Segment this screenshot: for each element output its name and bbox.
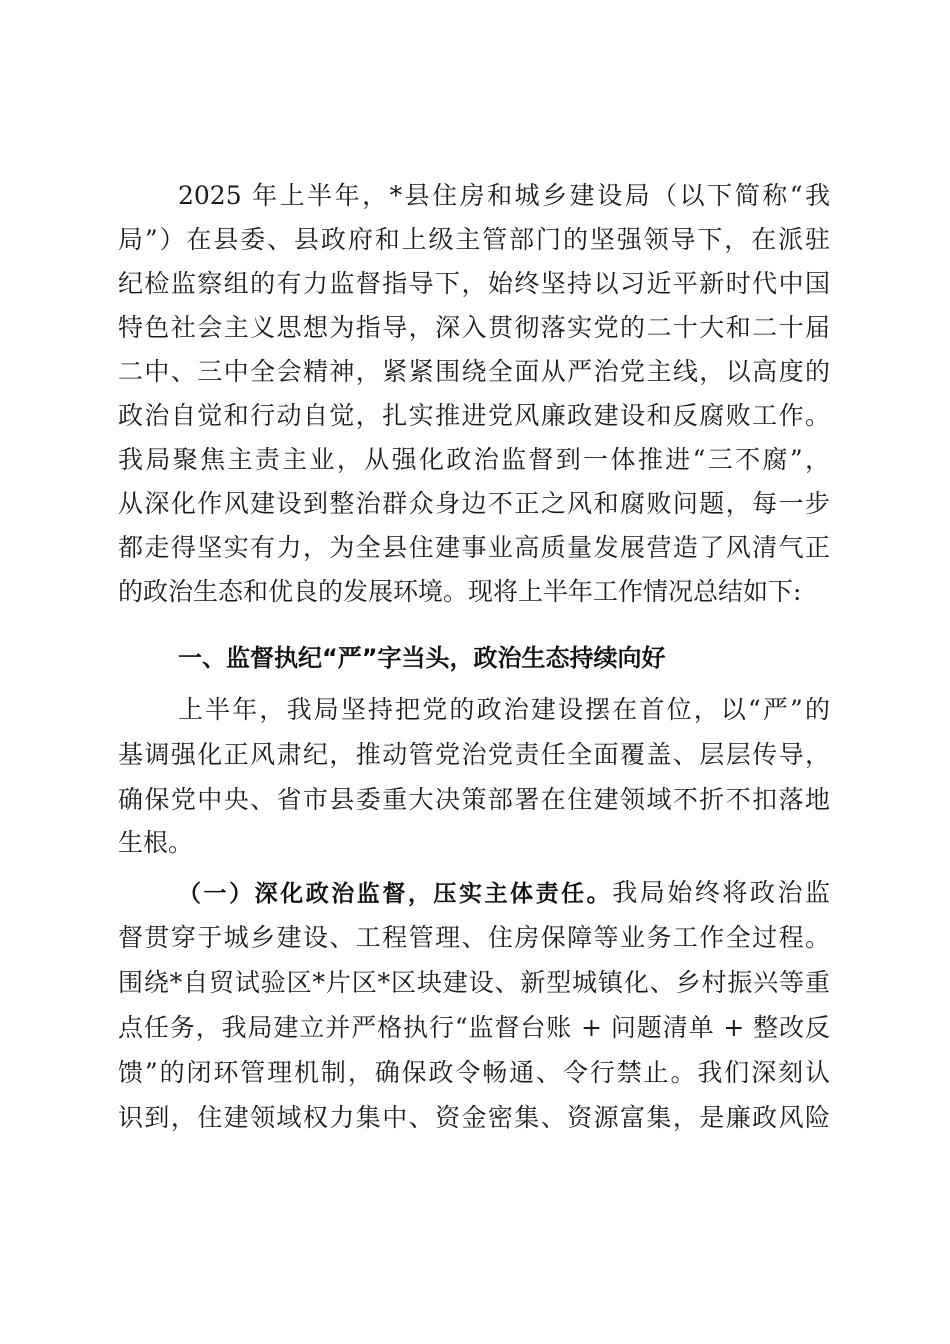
para1-line-1: 2025 年上半年，*县住房和城乡建设局（以下简称“我 <box>178 181 830 210</box>
para1-line-5: 二中、三中全会精神，紧紧围绕全面从严治党主线，以高度的 <box>118 357 830 386</box>
para2-line-4: 生根。 <box>118 828 194 857</box>
para3-line-1 <box>178 871 830 915</box>
para2-line-2: 基调强化正风肃纪，推动管党治党责任全面覆盖、层层传导， <box>118 740 830 769</box>
para1-line-2: 局”）在县委、县政府和上级主管部门的坚强领导下，在派驻 <box>118 225 830 254</box>
para2-line-1: 上半年，我局坚持把党的政治建设摆在首位，以“严”的 <box>178 695 830 724</box>
para1-line-3: 纪检监察组的有力监督指导下，始终坚持以习近平新时代中国 <box>118 269 830 298</box>
para1-line-4: 特色社会主义思想为指导，深入贯彻落实党的二十大和二十届 <box>118 313 830 342</box>
subheading-1: （一）深化政治监督，压实主体责任。 <box>178 881 613 907</box>
para1-line-9: 都走得坚实有力，为全县住建事业高质量发展营造了风清气正 <box>118 533 830 562</box>
para2-line-3: 确保党中央、省市县委重大决策部署在住建领域不折不扣落地 <box>118 785 830 814</box>
para1-line-6: 政治自觉和行动自觉，扎实推进党风廉政建设和反腐败工作。 <box>118 401 830 430</box>
para3-line-1-rest: 我局始终将政治监 <box>612 878 830 907</box>
para1-line-8: 从深化作风建设到整治群众身边不正之风和腐败问题，每一步 <box>118 489 830 518</box>
para3-line-3: 围绕*自贸试验区*片区*区块建设、新型城镇化、乡村振兴等重 <box>118 968 830 997</box>
para3-line-5: 馈”的闭环管理机制，确保政令畅通、令行禁止。我们深刻认 <box>118 1058 830 1087</box>
para1-line-10: 的政治生态和优良的发展环境。现将上半年工作情况总结如下: <box>118 577 802 606</box>
para3-line-4: 点任务，我局建立并严格执行“监督台账 + 问题清单 + 整改反 <box>118 1013 830 1042</box>
para1-line-7: 我局聚焦主责主业，从强化政治监督到一体推进“三不腐”， <box>118 445 830 474</box>
section-heading-1: 一、监督执纪“严”字当头，政治生态持续向好 <box>178 644 666 672</box>
para3-line-6: 识到，住建领域权力集中、资金密集、资源富集，是廉政风险 <box>118 1103 830 1132</box>
para3-line-2: 督贯穿于城乡建设、工程管理、住房保障等业务工作全过程。 <box>118 923 830 952</box>
